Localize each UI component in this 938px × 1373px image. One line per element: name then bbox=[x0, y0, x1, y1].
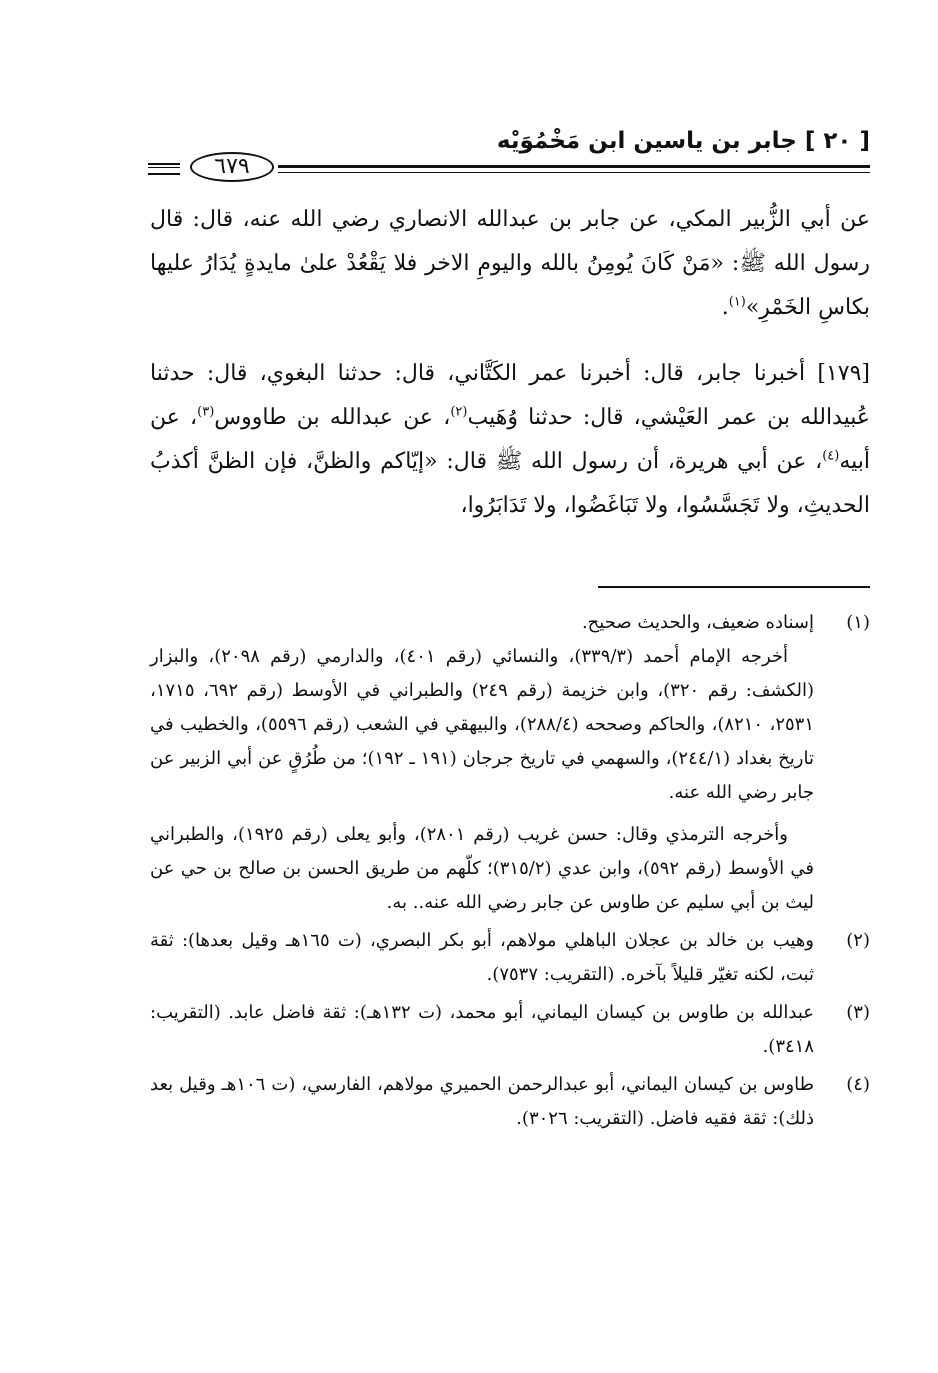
footnote-number: (١) bbox=[846, 612, 870, 633]
footnote-ref-4[interactable]: (٤) bbox=[822, 448, 840, 464]
footnote-ref-1[interactable]: (١) bbox=[728, 294, 746, 310]
footnote-number: (٤) bbox=[846, 1074, 870, 1095]
punctuation: . bbox=[721, 295, 729, 320]
main-text bbox=[150, 198, 870, 528]
hadith-number: [١٧٩] bbox=[817, 361, 870, 386]
footnote-separator bbox=[598, 586, 870, 588]
footnote-4 bbox=[150, 1068, 870, 1136]
footnote-ref-3[interactable]: (٣) bbox=[197, 404, 215, 420]
hadith-179 bbox=[150, 352, 870, 528]
footnote-text: وهيب بن خالد بن عجلان الباهلي مولاهم، أبو بكر البصري، (ت ١٦٥هـ وقيل بعدها): ثقة ثبت، لكنه تغيّر قليلاً بآخره. (التقريب: ٧٥٣٧). bbox=[150, 930, 814, 985]
footnote-ref-2[interactable]: (٢) bbox=[450, 404, 468, 420]
footnote-text: طاوس بن كيسان اليماني، أبو عبدالرحمن الحميري مولاهم، الفارسي، (ت ١٠٦هـ وقيل بعد ذلك): ثقة فقيه فاضل. (التقريب: ٣٠٢٦). bbox=[150, 1074, 814, 1129]
hadith-text: أخبرنا جابر، قال: أخبرنا عمر الكَتَّاني، قال: حدثنا البغوي، قال: حدثنا عُبيدالله بن عمر العَيْشي، قال: حدثنا وُهَيب bbox=[150, 361, 871, 430]
footnote-text: عبدالله بن طاوس بن كيسان اليماني، أبو محمد، (ت ١٣٢هـ): ثقة فاضل عابد. (التقريب: ٣٤١٨). bbox=[150, 1002, 815, 1057]
header-short-rule bbox=[148, 163, 180, 175]
hadith-text: ، عن عبدالله بن طاووس bbox=[214, 405, 451, 430]
hadith-text: ، عن أبيه bbox=[150, 405, 870, 474]
footnote-text: إسناده ضعيف، والحديث صحيح. bbox=[581, 612, 814, 633]
header-rule bbox=[148, 152, 870, 182]
footnote-number: (٢) bbox=[846, 930, 870, 951]
hadith-text: عن أبي الزُّبير المكي، عن جابر بن عبدالله الانصاري رضي الله عنه، قال: قال رسول الله ﷺ: «مَنْ كَانَ يُومِنُ بالله واليومِ الاخر فلا يَقْعُدْ علىٰ مايدةٍ يُدَارُ عليها بكاسِ الخَمْرِ» bbox=[150, 207, 870, 320]
footnote-3 bbox=[150, 996, 870, 1064]
footnote-2 bbox=[150, 924, 870, 992]
running-title: [ ٢٠ ] جابر بن ياسين ابن مَخْمُوَيْه bbox=[496, 128, 870, 154]
footnotes bbox=[150, 606, 870, 1140]
hadith-paragraph-continued bbox=[150, 198, 870, 330]
page-number: ٦٧٩ bbox=[190, 152, 274, 182]
hadith-text: ، عن أبي هريرة، أن رسول الله ﷺ قال: «إيّاكم والظنَّ، فإن الظنَّ أكذبُ الحديثِ، ولا تَجَسَّسُوا، ولا تَبَاغَضُوا، ولا تَدَابَرُوا، bbox=[150, 449, 870, 518]
header-double-rule bbox=[278, 165, 870, 173]
footnote-text: وأخرجه الترمذي وقال: حسن غريب (رقم ٢٨٠١)، وأبو يعلى (رقم ١٩٢٥)، والطبراني في الأوسط (رقم ٥٩٢)، وابن عدي (٣١٥/٢)؛ كلّهم من طريق الحسن بن صالح بن حي عن ليث بن أبي سليم عن طاوس عن جابر رضي الله عنه.. به. bbox=[150, 824, 815, 913]
footnote-1 bbox=[150, 606, 870, 920]
footnote-number: (٣) bbox=[846, 1002, 870, 1023]
footnote-text: أخرجه الإمام أحمد (٣٣٩/٣)، والنسائي (رقم ٤٠١)، والدارمي (رقم ٢٠٩٨)، والبزار (الكشف: رقم ٣٢٠)، وابن خزيمة (رقم ٢٤٩) والطبراني في الأوسط (رقم ٦٩٢، ١٧١٥، ٢٥٣١، ٨٢١٠)، والحاكم وصححه (٢٨٨/٤)، والبيهقي في الشعب (رقم ٥٥٩٦)، والخطيب في تاريخ بغداد (٢٤٤/١)، والسهمي في تاريخ جرجان (١٩١ ـ ١٩٢)؛ من طُرُقٍ عن أبي الزبير عن جابر رضي الله عنه. bbox=[150, 646, 815, 803]
